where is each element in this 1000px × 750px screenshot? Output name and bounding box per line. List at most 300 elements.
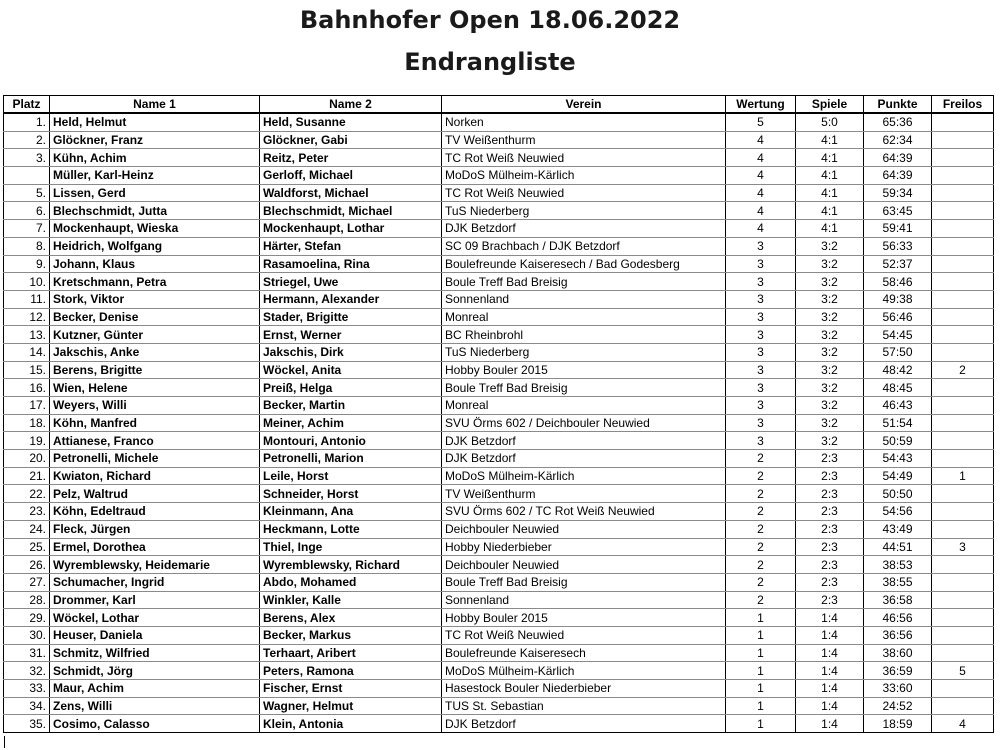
cell-spiele: 4:1 <box>796 149 864 167</box>
table-row <box>4 131 994 149</box>
cell-verein: Deichbouler Neuwied <box>442 556 726 574</box>
cell-verein: Sonnenland <box>442 290 726 308</box>
cell-verein: SVU Örms 602 / Deichbouler Neuwied <box>442 414 726 432</box>
cell-name1: Fleck, Jürgen <box>50 520 260 538</box>
cell-punkte: 59:41 <box>864 220 932 238</box>
cell-platz: 10. <box>4 273 50 291</box>
cell-wertung: 1 <box>726 697 796 715</box>
cell-name1: Wöckel, Lothar <box>50 609 260 627</box>
table-row <box>4 626 994 644</box>
cell-platz: 20. <box>4 450 50 468</box>
cell-name2: Terhaart, Aribert <box>260 644 442 662</box>
cell-wertung: 3 <box>726 343 796 361</box>
header-wertung: Wertung <box>726 96 796 114</box>
cell-spiele: 2:3 <box>796 573 864 591</box>
header-name1: Name 1 <box>50 96 260 114</box>
cell-verein: SVU Örms 602 / TC Rot Weiß Neuwied <box>442 503 726 521</box>
cell-name1: Held, Helmut <box>50 113 260 131</box>
cell-wertung: 1 <box>726 715 796 733</box>
cell-verein: TC Rot Weiß Neuwied <box>442 626 726 644</box>
cell-platz: 1. <box>4 113 50 131</box>
header-punkte: Punkte <box>864 96 932 114</box>
cell-name2: Winkler, Kalle <box>260 591 442 609</box>
cell-spiele: 2:3 <box>796 450 864 468</box>
cell-platz: 32. <box>4 662 50 680</box>
table-row <box>4 361 994 379</box>
cell-spiele: 3:2 <box>796 397 864 415</box>
cell-name1: Weyers, Willi <box>50 397 260 415</box>
cell-spiele: 2:3 <box>796 591 864 609</box>
cell-name2: Thiel, Inge <box>260 538 442 556</box>
cell-verein: TC Rot Weiß Neuwied <box>442 149 726 167</box>
table-row <box>4 450 994 468</box>
cell-spiele: 3:2 <box>796 273 864 291</box>
table-row <box>4 680 994 698</box>
cell-freilos <box>932 379 994 397</box>
cell-name1: Kwiaton, Richard <box>50 467 260 485</box>
cell-freilos: 2 <box>932 361 994 379</box>
cell-spiele: 1:4 <box>796 626 864 644</box>
cell-spiele: 2:3 <box>796 538 864 556</box>
cell-platz: 23. <box>4 503 50 521</box>
cell-verein: DJK Betzdorf <box>442 220 726 238</box>
table-row <box>4 326 994 344</box>
cell-spiele: 4:1 <box>796 167 864 185</box>
cell-wertung: 1 <box>726 626 796 644</box>
cell-name1: Becker, Denise <box>50 308 260 326</box>
cell-name2: Gerloff, Michael <box>260 167 442 185</box>
cell-wertung: 1 <box>726 680 796 698</box>
cell-platz: 34. <box>4 697 50 715</box>
cell-verein: DJK Betzdorf <box>442 450 726 468</box>
header-freilos: Freilos <box>932 96 994 114</box>
cell-verein: Monreal <box>442 308 726 326</box>
cell-wertung: 2 <box>726 503 796 521</box>
cell-name2: Schneider, Horst <box>260 485 442 503</box>
cell-name1: Müller, Karl-Heinz <box>50 167 260 185</box>
cell-spiele: 1:4 <box>796 644 864 662</box>
table-row <box>4 591 994 609</box>
cell-freilos <box>932 573 994 591</box>
cell-punkte: 36:56 <box>864 626 932 644</box>
cell-wertung: 4 <box>726 220 796 238</box>
cell-platz: 7. <box>4 220 50 238</box>
table-row <box>4 573 994 591</box>
cell-name2: Härter, Stefan <box>260 237 442 255</box>
cell-verein: BC Rheinbrohl <box>442 326 726 344</box>
cell-name1: Zens, Willi <box>50 697 260 715</box>
cell-freilos <box>932 697 994 715</box>
cell-platz: 12. <box>4 308 50 326</box>
cell-freilos: 4 <box>932 715 994 733</box>
table-row <box>4 202 994 220</box>
cell-verein: TuS Niederberg <box>442 343 726 361</box>
cell-platz: 30. <box>4 626 50 644</box>
cell-freilos <box>932 414 994 432</box>
cell-wertung: 2 <box>726 485 796 503</box>
cell-platz: 3. <box>4 149 50 167</box>
cell-platz: 2. <box>4 131 50 149</box>
cell-platz: 35. <box>4 715 50 733</box>
cell-spiele: 3:2 <box>796 343 864 361</box>
cell-platz: 13. <box>4 326 50 344</box>
cell-verein: DJK Betzdorf <box>442 715 726 733</box>
table-row <box>4 113 994 131</box>
table-row <box>4 538 994 556</box>
cell-wertung: 3 <box>726 237 796 255</box>
table-row <box>4 485 994 503</box>
cell-freilos <box>932 220 994 238</box>
cell-freilos <box>932 273 994 291</box>
cell-wertung: 2 <box>726 538 796 556</box>
cell-spiele: 3:2 <box>796 308 864 326</box>
cell-spiele: 3:2 <box>796 379 864 397</box>
cell-wertung: 2 <box>726 520 796 538</box>
cell-punkte: 24:52 <box>864 697 932 715</box>
table-row <box>4 467 994 485</box>
cell-wertung: 2 <box>726 591 796 609</box>
cell-freilos <box>932 397 994 415</box>
cell-punkte: 44:51 <box>864 538 932 556</box>
cell-freilos <box>932 290 994 308</box>
cell-freilos <box>932 343 994 361</box>
cell-name2: Held, Susanne <box>260 113 442 131</box>
table-row <box>4 556 994 574</box>
cell-spiele: 2:3 <box>796 556 864 574</box>
cell-name2: Meiner, Achim <box>260 414 442 432</box>
cell-name2: Glöckner, Gabi <box>260 131 442 149</box>
table-row <box>4 290 994 308</box>
cell-verein: Sonnenland <box>442 591 726 609</box>
cell-spiele: 1:4 <box>796 680 864 698</box>
cell-name1: Drommer, Karl <box>50 591 260 609</box>
cell-name2: Kleinmann, Ana <box>260 503 442 521</box>
cell-wertung: 5 <box>726 113 796 131</box>
cell-wertung: 4 <box>726 131 796 149</box>
cell-wertung: 3 <box>726 432 796 450</box>
cell-spiele: 2:3 <box>796 485 864 503</box>
cell-platz: 31. <box>4 644 50 662</box>
cell-wertung: 3 <box>726 255 796 273</box>
cell-punkte: 46:43 <box>864 397 932 415</box>
cell-verein: MoDoS Mülheim-Kärlich <box>442 467 726 485</box>
cell-punkte: 59:34 <box>864 184 932 202</box>
cell-name2: Montouri, Antonio <box>260 432 442 450</box>
cell-wertung: 3 <box>726 326 796 344</box>
cell-punkte: 38:55 <box>864 573 932 591</box>
cell-name1: Glöckner, Franz <box>50 131 260 149</box>
cell-punkte: 58:46 <box>864 273 932 291</box>
cell-freilos <box>932 202 994 220</box>
table-row <box>4 520 994 538</box>
cell-freilos <box>932 237 994 255</box>
cell-freilos <box>932 591 994 609</box>
cell-name2: Peters, Ramona <box>260 662 442 680</box>
cell-platz: 9. <box>4 255 50 273</box>
cell-punkte: 36:58 <box>864 591 932 609</box>
cell-name2: Waldforst, Michael <box>260 184 442 202</box>
cell-name1: Attianese, Franco <box>50 432 260 450</box>
cell-name1: Blechschmidt, Jutta <box>50 202 260 220</box>
cell-freilos <box>932 450 994 468</box>
cell-spiele: 4:1 <box>796 131 864 149</box>
cell-name2: Striegel, Uwe <box>260 273 442 291</box>
cell-spiele: 5:0 <box>796 113 864 131</box>
cell-wertung: 3 <box>726 414 796 432</box>
cell-wertung: 4 <box>726 202 796 220</box>
cell-spiele: 1:4 <box>796 609 864 627</box>
cell-spiele: 3:2 <box>796 414 864 432</box>
cell-wertung: 2 <box>726 467 796 485</box>
cell-verein: Boulefreunde Kaiseresech / Bad Godesberg <box>442 255 726 273</box>
table-row <box>4 503 994 521</box>
cell-spiele: 2:3 <box>796 467 864 485</box>
cell-name2: Stader, Brigitte <box>260 308 442 326</box>
cell-freilos <box>932 184 994 202</box>
cell-platz: 26. <box>4 556 50 574</box>
cell-spiele: 3:2 <box>796 237 864 255</box>
cell-name2: Reitz, Peter <box>260 149 442 167</box>
cell-name1: Heidrich, Wolfgang <box>50 237 260 255</box>
cell-punkte: 54:49 <box>864 467 932 485</box>
cell-punkte: 48:45 <box>864 379 932 397</box>
cell-spiele: 2:3 <box>796 503 864 521</box>
table-row <box>4 308 994 326</box>
header-spiele: Spiele <box>796 96 864 114</box>
cell-name2: Becker, Martin <box>260 397 442 415</box>
cell-platz: 14. <box>4 343 50 361</box>
cell-verein: Boule Treff Bad Breisig <box>442 379 726 397</box>
cell-name1: Petronelli, Michele <box>50 450 260 468</box>
cell-punkte: 54:43 <box>864 450 932 468</box>
cell-platz: 33. <box>4 680 50 698</box>
cell-freilos <box>932 432 994 450</box>
table-row <box>4 167 994 185</box>
cell-punkte: 54:56 <box>864 503 932 521</box>
cell-verein: MoDoS Mülheim-Kärlich <box>442 662 726 680</box>
cell-punkte: 57:50 <box>864 343 932 361</box>
table-row <box>4 237 994 255</box>
table-header <box>4 96 994 114</box>
cell-wertung: 4 <box>726 149 796 167</box>
cell-freilos <box>932 149 994 167</box>
cell-freilos <box>932 131 994 149</box>
cell-freilos <box>932 113 994 131</box>
cell-verein: SC 09 Brachbach / DJK Betzdorf <box>442 237 726 255</box>
cell-punkte: 33:60 <box>864 680 932 698</box>
cell-platz: 24. <box>4 520 50 538</box>
cell-name2: Wyremblewsky, Richard <box>260 556 442 574</box>
table-row <box>4 609 994 627</box>
cell-verein: Hobby Bouler 2015 <box>442 361 726 379</box>
cell-name2: Mockenhaupt, Lothar <box>260 220 442 238</box>
header-verein: Verein <box>442 96 726 114</box>
cell-name1: Jakschis, Anke <box>50 343 260 361</box>
cell-platz: 18. <box>4 414 50 432</box>
cell-punkte: 54:45 <box>864 326 932 344</box>
table-row <box>4 432 994 450</box>
cell-platz: 21. <box>4 467 50 485</box>
cell-name2: Abdo, Mohamed <box>260 573 442 591</box>
cell-punkte: 65:36 <box>864 113 932 131</box>
cell-punkte: 36:59 <box>864 662 932 680</box>
cell-wertung: 3 <box>726 273 796 291</box>
cell-name2: Heckmann, Lotte <box>260 520 442 538</box>
cell-punkte: 64:39 <box>864 167 932 185</box>
cell-punkte: 38:60 <box>864 644 932 662</box>
table-row <box>4 343 994 361</box>
cell-name1: Kretschmann, Petra <box>50 273 260 291</box>
cell-freilos <box>932 503 994 521</box>
cell-name2: Blechschmidt, Michael <box>260 202 442 220</box>
cell-platz: 28. <box>4 591 50 609</box>
table-row <box>4 715 994 733</box>
cell-verein: TC Rot Weiß Neuwied <box>442 184 726 202</box>
cell-spiele: 3:2 <box>796 326 864 344</box>
cell-verein: Boulefreunde Kaiseresech <box>442 644 726 662</box>
cell-punkte: 62:34 <box>864 131 932 149</box>
cell-punkte: 63:45 <box>864 202 932 220</box>
cell-verein: Hasestock Bouler Niederbieber <box>442 680 726 698</box>
cell-name1: Schumacher, Ingrid <box>50 573 260 591</box>
cell-wertung: 1 <box>726 644 796 662</box>
cell-spiele: 3:2 <box>796 432 864 450</box>
table-row <box>4 184 994 202</box>
cell-freilos <box>932 520 994 538</box>
cell-verein: MoDoS Mülheim-Kärlich <box>442 167 726 185</box>
cell-platz: 6. <box>4 202 50 220</box>
cell-punkte: 18:59 <box>864 715 932 733</box>
cell-name1: Berens, Brigitte <box>50 361 260 379</box>
cell-verein: TV Weißenthurm <box>442 485 726 503</box>
cell-spiele: 1:4 <box>796 715 864 733</box>
cell-spiele: 2:3 <box>796 520 864 538</box>
cell-punkte: 52:37 <box>864 255 932 273</box>
edge-mark <box>4 736 5 748</box>
cell-wertung: 3 <box>726 361 796 379</box>
cell-platz: 19. <box>4 432 50 450</box>
cell-name2: Klein, Antonia <box>260 715 442 733</box>
cell-platz <box>4 167 50 185</box>
cell-freilos <box>932 626 994 644</box>
cell-platz: 27. <box>4 573 50 591</box>
cell-name2: Wagner, Helmut <box>260 697 442 715</box>
table-row <box>4 379 994 397</box>
cell-freilos <box>932 255 994 273</box>
cell-name1: Mockenhaupt, Wieska <box>50 220 260 238</box>
cell-name2: Hermann, Alexander <box>260 290 442 308</box>
table-row <box>4 255 994 273</box>
cell-name2: Fischer, Ernst <box>260 680 442 698</box>
cell-platz: 17. <box>4 397 50 415</box>
cell-wertung: 3 <box>726 397 796 415</box>
cell-name2: Jakschis, Dirk <box>260 343 442 361</box>
cell-wertung: 4 <box>726 167 796 185</box>
cell-name2: Ernst, Werner <box>260 326 442 344</box>
cell-spiele: 3:2 <box>796 290 864 308</box>
table-row <box>4 414 994 432</box>
cell-verein: Hobby Niederbieber <box>442 538 726 556</box>
cell-name2: Rasamoelina, Rina <box>260 255 442 273</box>
cell-freilos: 5 <box>932 662 994 680</box>
table-row <box>4 662 994 680</box>
cell-platz: 15. <box>4 361 50 379</box>
table-row <box>4 644 994 662</box>
cell-freilos <box>932 326 994 344</box>
cell-verein: Deichbouler Neuwied <box>442 520 726 538</box>
cell-name2: Petronelli, Marion <box>260 450 442 468</box>
cell-wertung: 1 <box>726 609 796 627</box>
cell-platz: 22. <box>4 485 50 503</box>
cell-name1: Maur, Achim <box>50 680 260 698</box>
cell-punkte: 56:46 <box>864 308 932 326</box>
page-subtitle: Endrangliste <box>404 48 576 76</box>
cell-name1: Ermel, Dorothea <box>50 538 260 556</box>
cell-spiele: 4:1 <box>796 184 864 202</box>
cell-spiele: 4:1 <box>796 202 864 220</box>
table-row <box>4 149 994 167</box>
cell-name1: Heuser, Daniela <box>50 626 260 644</box>
cell-name1: Wyremblewsky, Heidemarie <box>50 556 260 574</box>
cell-freilos <box>932 167 994 185</box>
cell-name1: Stork, Viktor <box>50 290 260 308</box>
cell-punkte: 48:42 <box>864 361 932 379</box>
cell-spiele: 1:4 <box>796 697 864 715</box>
cell-platz: 11. <box>4 290 50 308</box>
cell-name1: Pelz, Waltrud <box>50 485 260 503</box>
cell-name1: Wien, Helene <box>50 379 260 397</box>
cell-name2: Becker, Markus <box>260 626 442 644</box>
cell-verein: TV Weißenthurm <box>442 131 726 149</box>
cell-wertung: 3 <box>726 308 796 326</box>
cell-verein: Boule Treff Bad Breisig <box>442 273 726 291</box>
cell-name1: Schmidt, Jörg <box>50 662 260 680</box>
cell-freilos: 1 <box>932 467 994 485</box>
cell-punkte: 56:33 <box>864 237 932 255</box>
cell-wertung: 4 <box>726 184 796 202</box>
table-body <box>4 113 994 733</box>
cell-punkte: 50:50 <box>864 485 932 503</box>
cell-name2: Berens, Alex <box>260 609 442 627</box>
cell-wertung: 3 <box>726 379 796 397</box>
cell-name1: Lissen, Gerd <box>50 184 260 202</box>
cell-spiele: 3:2 <box>796 361 864 379</box>
header-platz: Platz <box>4 96 50 114</box>
cell-spiele: 3:2 <box>796 255 864 273</box>
cell-punkte: 38:53 <box>864 556 932 574</box>
cell-punkte: 64:39 <box>864 149 932 167</box>
cell-verein: Monreal <box>442 397 726 415</box>
cell-wertung: 1 <box>726 662 796 680</box>
cell-freilos: 3 <box>932 538 994 556</box>
table-row <box>4 273 994 291</box>
cell-platz: 25. <box>4 538 50 556</box>
ranking-table <box>3 95 994 733</box>
cell-name1: Johann, Klaus <box>50 255 260 273</box>
cell-name1: Kühn, Achim <box>50 149 260 167</box>
cell-punkte: 51:54 <box>864 414 932 432</box>
cell-wertung: 2 <box>726 573 796 591</box>
page-title: Bahnhofer Open 18.06.2022 <box>299 6 681 34</box>
table-row <box>4 220 994 238</box>
cell-verein: Hobby Bouler 2015 <box>442 609 726 627</box>
cell-platz: 5. <box>4 184 50 202</box>
cell-freilos <box>932 485 994 503</box>
cell-spiele: 1:4 <box>796 662 864 680</box>
cell-punkte: 50:59 <box>864 432 932 450</box>
cell-punkte: 43:49 <box>864 520 932 538</box>
cell-freilos <box>932 556 994 574</box>
